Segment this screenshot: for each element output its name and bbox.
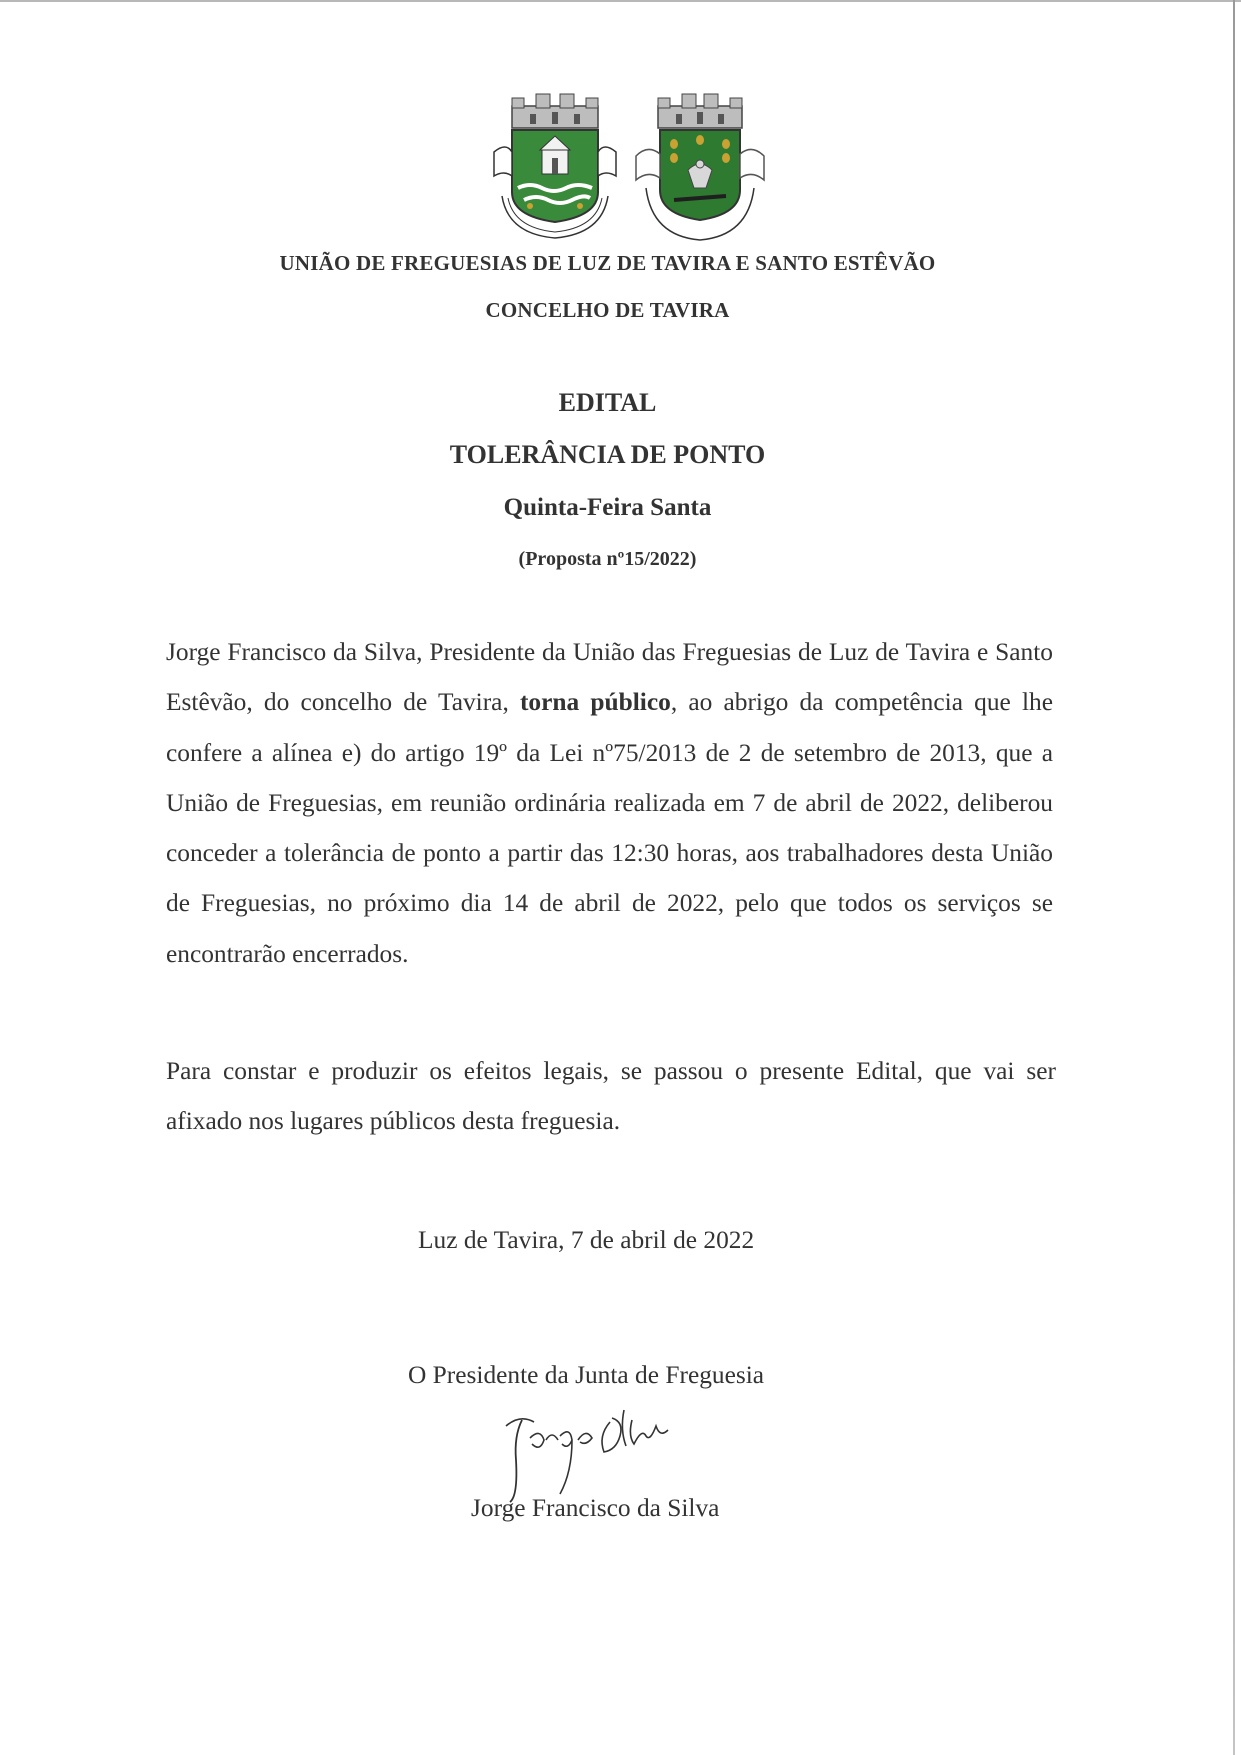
municipality-name: CONCELHO DE TAVIRA [485, 298, 730, 322]
document-subject-title: TOLERÂNCIA DE PONTO [449, 440, 766, 469]
coats-of-arms [490, 92, 780, 242]
scan-edge-top [0, 0, 1241, 2]
occasion-title: Quinta-Feira Santa [503, 494, 712, 521]
signatory-role: O Presidente da Junta de Freguesia [408, 1361, 765, 1389]
body-paragraph-closing: Para constar e produzir os efeitos legais, se passou o presente Edital, que vai ser afixado nos lugares públicos desta freguesia. [166, 1057, 1056, 1136]
issuer-name: UNIÃO DE FREGUESIAS DE LUZ DE TAVIRA E SANTO ESTÊVÃO [279, 251, 936, 275]
body-paragraph-main [166, 627, 1053, 979]
place-and-date: Luz de Tavira, 7 de abril de 2022 [418, 1226, 755, 1254]
proposal-number: (Proposta nº15/2022) [518, 548, 697, 570]
body-p1-emphasis: torna público [519, 688, 671, 717]
santo-estevao-crest-icon [630, 92, 770, 242]
scan-edge-right [1233, 0, 1235, 1755]
luz-tavira-crest-icon [490, 92, 620, 242]
body-p1-end: , ao abrigo da competência que lhe confere a alínea e) do artigo 19º da Lei nº75/2013 de 2 de setembro de 2013, que a União de Freguesias, em reunião ordinária realizada em 7 de abril de 2022, deliberou conceder a tolerância de ponto a partir das 12:30 horas, aos trabalhadores desta União de Freguesias, no próximo dia 14 de abril de 2022, pelo que todos os serviços se encontrarão encerrados. [166, 688, 1053, 968]
document-type-title: EDITAL [558, 388, 657, 417]
body-p1-start: Jorge Francisco da Silva, Presidente da União das Freguesias de Luz de Tavira e Santo Estêvão, do concelho de Tavira, [166, 638, 1053, 717]
signatory-name: Jorge Francisco da Silva [471, 1494, 720, 1522]
